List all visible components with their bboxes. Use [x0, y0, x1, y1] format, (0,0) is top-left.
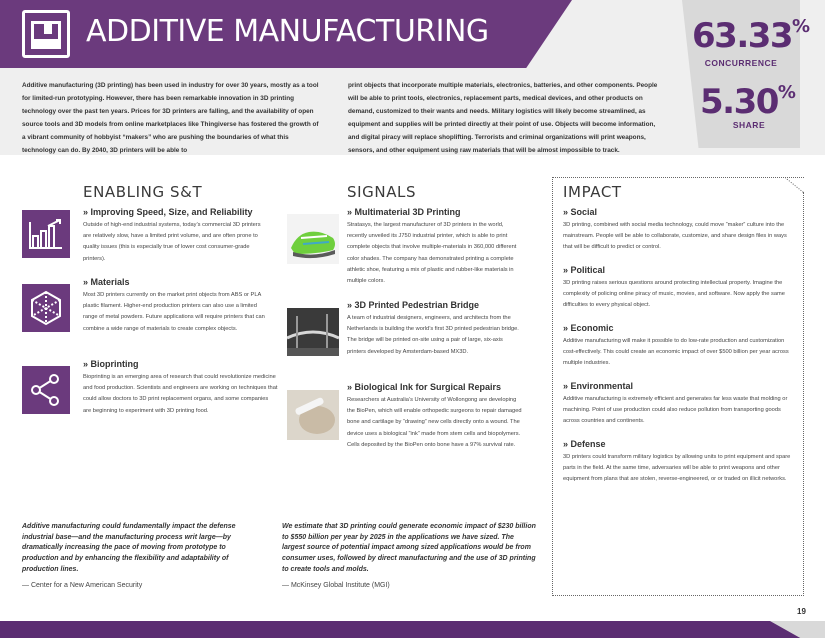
impact-heading: IMPACT	[563, 183, 622, 201]
impact-item-title: » Social	[563, 207, 598, 217]
share-value: 5.30%	[700, 82, 796, 122]
impact-panel-bottom-edge	[552, 595, 804, 596]
impact-item-title: » Environmental	[563, 381, 634, 391]
signals-item-title: » Biological Ink for Surgical Repairs	[347, 382, 502, 392]
signals-heading: SIGNALS	[347, 183, 417, 201]
quote-cnas: Additive manufacturing could fundamentally impact the defense industrial base—and the manufacturing process writ large—by dramatically increasing the pace of moving from prototype to production and by enhancing the flexibility and adaptability of production lines.	[22, 523, 236, 573]
biopen-image	[287, 390, 339, 440]
impact-item-title: » Defense	[563, 439, 606, 449]
shoe-image	[287, 214, 339, 264]
enabling-item-text: Bioprinting is an emerging area of research that could revolutionize medicine and food production. Scientists and engineers are working on techniques that could allow doctors to 3D print replacement organs, and some companies are beginning to experiment with 3D printing food.	[83, 374, 278, 414]
signals-item-title: » 3D Printed Pedestrian Bridge	[347, 300, 480, 310]
enabling-item-text: Outside of high-end industrial systems, today’s commercial 3D printers are relatively slow, have a limited print volume, and are often prone to quality issues (this is especially true of lower cost consumer-grade printers).	[83, 222, 261, 262]
impact-item-text: 3D printers could transform military logistics by allowing units to print equipment and spare parts in the field. At the same time, adversaries will be able to print weapons and other equipment from plans that are stolen, reverse-engineered, or or traded on illicit networks.	[563, 454, 791, 483]
footer-bar	[0, 621, 825, 638]
bridge-image	[287, 308, 339, 356]
impact-item-text: 3D printing raises serious questions around protecting intellectual property. Imagine the complexity of policing online piracy of music, movies, and software. Now apply the same difficulties to every physical object.	[563, 280, 785, 309]
impact-panel-right-edge	[803, 192, 804, 596]
concurrence-value: 63.33%	[692, 16, 811, 56]
signals-item-text: Stratasys, the largest manufacturer of 3D printers in the world, recently unveiled its J750 industrial printer, which is able to print complete objects that involve multiple-materials in 360,000 different color shades. The company has demonstrated printing a complete athletic shoe, featuring a mix of plastic and rubber-like materials in multiple colors.	[347, 222, 517, 285]
impact-item-text: Additive manufacturing is extremely efficient and generates far less waste that molding or machining. Point of use production could also reduce pollution from transporting goods across countries and continents.	[563, 396, 788, 425]
impact-item-text: Additive manufacturing will make it possible to do low-rate production and customization cost-effectively. This could create an economic impact of over $500 billion per year across multiple industries.	[563, 338, 789, 367]
intro-text-left: Additive manufacturing (3D printing) has been used in industry for over 30 years, mostly as a tool for limited-run prototyping. However, there has been remarkable innovation in 3D printing technology over the past ten years. Prices for 3D printers are falling, and the availability of open source tools and 3D models from online marketplaces like Thingiverse has fostered the growth of a vibrant community of hobbyist “makers” who are pushing the boundaries of what this technology can do. By 2040, 3D printers will be able to	[22, 82, 319, 155]
molecule-icon	[22, 366, 70, 414]
impact-item-text: 3D printing, combined with social media technology, could move “maker” culture into the mainstream. People will be able to collaborate, customize, and share design files in ways that will be difficult to predict or control.	[563, 222, 787, 251]
quote-source-mgi: — McKinsey Global Institute (MGI)	[282, 582, 390, 589]
page-title: ADDITIVE MANUFACTURING	[86, 14, 489, 49]
signals-item-title: » Multimaterial 3D Printing	[347, 207, 461, 217]
concurrence-label: CONCURRENCE	[704, 58, 778, 68]
cube-icon	[22, 284, 70, 332]
enabling-item-title: » Materials	[83, 277, 130, 287]
signals-item-text: A team of industrial designers, engineers, and architects from the Netherlands is building the world’s first 3D printed pedestrian bridge. The bridge will be printed on-site using a pair of large, six-axis printers developed by Amsterdam-based MX3D.	[347, 315, 519, 355]
enabling-item-title: » Improving Speed, Size, and Reliability	[83, 207, 253, 217]
enabling-item-title: » Bioprinting	[83, 359, 139, 369]
quote-mgi: We estimate that 3D printing could generate economic impact of $230 billion to $550 billion per year by 2025 in the applications we have sized. The largest source of potential impact among sized applications would be from consumer uses, followed by direct manufacturing and the use of 3D printing to create tools and molds.	[282, 523, 536, 573]
signals-item-text: Researchers at Australia’s University of Wollongong are developing the BioPen, which will enable orthopedic surgeons to repair damaged bone and cartilage by “drawing” new cells directly onto a wound. The device uses a biological “ink” made from stem cells and biopolymers. Cells deposited by the BioPen onto bone have a 97% survival rate.	[347, 397, 522, 448]
impact-item-title: » Economic	[563, 323, 614, 333]
3d-printer-icon	[22, 10, 70, 58]
percent-sign: %	[792, 16, 811, 37]
page-number: 19	[797, 607, 806, 616]
enabling-item-text: Most 3D printers currently on the market print objects from ABS or PLA plastic filament. Higher-end production printers can also use a limited range of metal powders. Future applications will require printers that can combine a wide range of materials to create complex objects.	[83, 292, 265, 332]
impact-panel-corner	[785, 177, 805, 193]
enabling-heading: ENABLING S&T	[83, 183, 203, 201]
intro-text-right: print objects that incorporate multiple materials, electronics, batteries, and other components. People will be able to print tools, electronics, replacement parts, medical devices, and other products on demand, customized to their wants and needs. Military logistics will likely become streamlined, as equipment and supplies will be printed directly at their point of use. Objects will become information, and digital piracy will replace shoplifting. Terrorists and criminal organizations will print weapons, sensors, and other equipment using raw materials that will be almost impossible to track.	[348, 82, 658, 155]
percent-sign: %	[777, 82, 796, 103]
bar-chart-icon	[22, 210, 70, 258]
quote-source-cnas: — Center for a New American Security	[22, 582, 143, 589]
impact-item-title: » Political	[563, 265, 606, 275]
share-label: SHARE	[732, 120, 766, 130]
